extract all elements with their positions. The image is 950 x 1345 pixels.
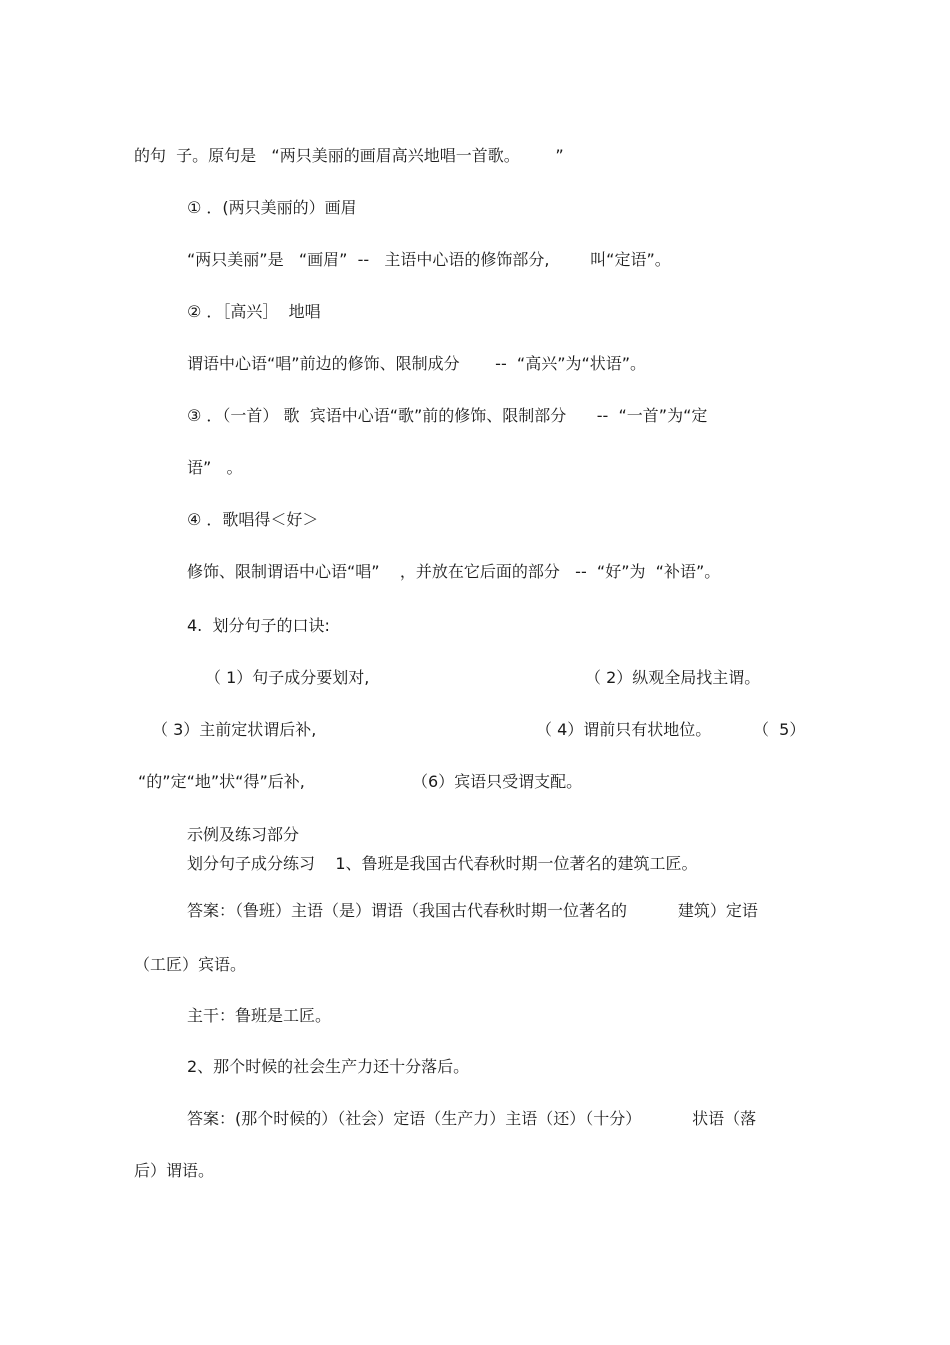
text-line: 划分句子成分练习 1、鲁班是我国古代春秋时期一位著名的建筑工匠。	[187, 854, 698, 873]
text-line: （ 3）主前定状谓后补,	[152, 720, 317, 739]
text-line: ③ ．（一首） 歌 宾语中心语“歌”前的修饰、限制部分 -- “一首”为“定	[187, 406, 708, 425]
text-line: 后）谓语。	[134, 1161, 215, 1180]
text-line: ① ．(两只美丽的）画眉	[187, 198, 357, 217]
text-line: （ 2）纵观全局找主谓。	[585, 668, 761, 687]
text-line: “的”定“地”状“得”后补,	[138, 772, 305, 791]
text-line: （6）宾语只受谓支配。	[412, 772, 583, 791]
text-line: 示例及练习部分	[187, 825, 300, 844]
text-line: （ 4）谓前只有状地位。	[536, 720, 712, 739]
text-line: （ 1）句子成分要划对,	[205, 668, 370, 687]
text-line: ② ．［高兴］ 地唱	[187, 302, 321, 321]
text-line: 谓语中心语“唱”前边的修饰、限制成分 -- “高兴”为“状语”。	[187, 354, 647, 373]
text-line: “两只美丽”是 “画眉” -- 主语中心语的修饰部分, 叫“定语”。	[187, 250, 671, 269]
text-line: 语” 。	[187, 458, 243, 477]
text-line: 的句 子。原句是 “两只美丽的画眉高兴地唱一首歌。 ”	[134, 146, 564, 165]
text-line: 答案：(那个时候的）（社会）定语（生产力）主语（还）（十分） 状语（落	[187, 1109, 757, 1128]
text-line: 答案：（鲁班）主语（是）谓语（我国古代春秋时期一位著名的 建筑）定语	[187, 901, 758, 920]
text-line: 4. 划分句子的口诀:	[187, 616, 330, 635]
text-line: 修饰、限制谓语中心语“唱” ，并放在它后面的部分 -- “好”为 “补语”。	[187, 562, 721, 581]
text-line: 主干：鲁班是工匠。	[187, 1006, 332, 1025]
text-line: ④ ．歌唱得＜好＞	[187, 510, 319, 529]
text-line: 2、那个时候的社会生产力还十分落后。	[187, 1057, 470, 1076]
text-line: （工匠）宾语。	[134, 955, 247, 974]
text-line: （ 5）	[753, 720, 806, 739]
